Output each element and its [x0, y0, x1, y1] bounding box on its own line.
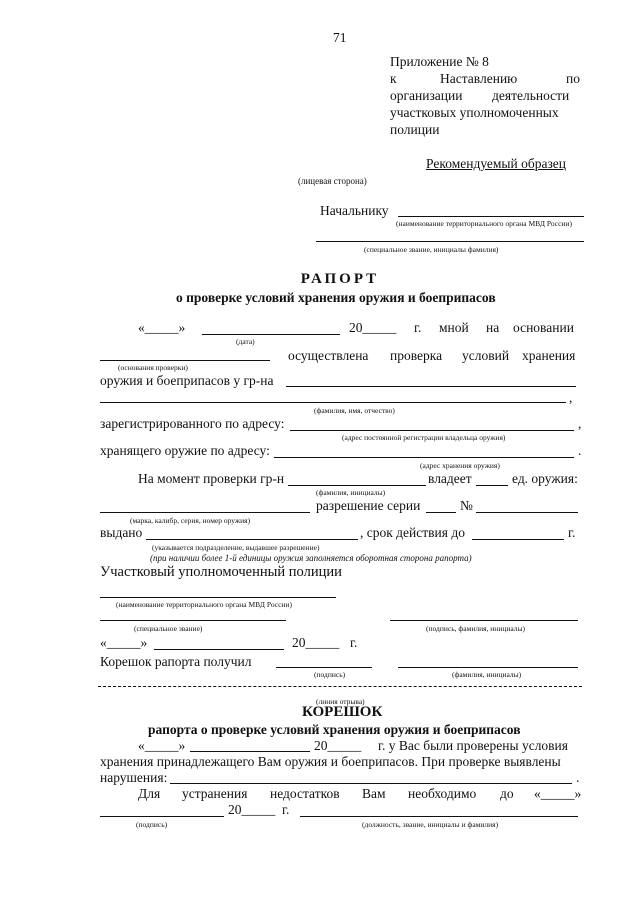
page-number: 71 — [333, 30, 347, 45]
appendix-k: к — [390, 71, 397, 86]
officer-rank-hint: (специальное звание) — [134, 624, 203, 633]
extra-note: (при наличии более 1-й единицы оружия заполняется оборотная сторона рапорта) — [150, 553, 472, 563]
tear-line-label: (линия отрыва) — [316, 697, 365, 706]
appendix-officers: участковых уполномоченных — [390, 105, 559, 120]
stub-subtitle: рапорта о проверке условий хранения оружия и боеприпасов — [148, 722, 521, 737]
at-moment-label: На момент проверки гр-н — [138, 471, 285, 486]
officer-date-line — [154, 649, 284, 650]
issuer-hint: (указывается подразделение, выдавшее разрешение) — [152, 543, 320, 552]
permit-no: № — [460, 498, 473, 513]
dot-1: . — [578, 443, 582, 458]
basis-line — [100, 360, 270, 361]
appendix-word2: по — [566, 71, 580, 86]
units-label: ед. оружия: — [512, 471, 578, 486]
report-subtitle: о проверке условий хранения оружия и боеприпасов — [176, 290, 496, 305]
issued-label: выдано — [100, 525, 143, 540]
report-title: РАПОРТ — [300, 271, 380, 287]
stub-fix-6: до — [500, 786, 514, 801]
date-city: г. — [414, 320, 422, 335]
validity-g: г. — [568, 525, 576, 540]
issued-line — [146, 539, 358, 540]
stub-fix-year: 20_____ — [228, 802, 276, 817]
w-mnoy: мной — [439, 320, 469, 335]
mark-hint: (марка, калибр, серия, номер оружия) — [130, 516, 251, 525]
w-osush: осуществлена — [288, 348, 369, 363]
stub-pos-hint: (должность, звание, инициалы и фамилия) — [362, 820, 499, 829]
officer-rank-line — [100, 620, 286, 621]
permit-series-line — [426, 512, 456, 513]
fio-hint: (фамилия, имя, отчество) — [314, 406, 395, 415]
validity-label: , срок действия до — [360, 525, 465, 540]
comma-1: , — [569, 390, 573, 405]
tear-line — [98, 686, 582, 687]
appendix-word1: Наставлению — [440, 71, 518, 86]
comma-2: , — [578, 416, 582, 431]
chief-hint: (наименование территориального органа МВД России) — [396, 219, 572, 228]
chief-label: Начальнику — [320, 203, 389, 218]
basis-hint: (основания проверки) — [118, 363, 188, 372]
stub-fix-2: устранения — [182, 786, 248, 801]
stub-received-sign-line — [276, 667, 372, 668]
w-usloviy: условий — [462, 348, 510, 363]
officer-org-hint: (наименование территориального органа МВД России) — [116, 600, 292, 609]
stub-received-fio-hint: (фамилия, инициалы) — [452, 670, 522, 679]
date-year: 20_____ — [349, 320, 397, 335]
stub-violations-line — [170, 783, 572, 784]
appendix-title: Приложение № 8 — [390, 54, 489, 69]
stub-violations-label: нарушения: — [100, 770, 168, 785]
stub-fix-date: «_____» — [534, 786, 582, 801]
stub-fix-5: необходимо — [408, 786, 477, 801]
registered-line — [290, 430, 574, 431]
registered-label: зарегистрированного по адресу: — [100, 416, 285, 431]
date-day: «_____» — [138, 320, 186, 335]
citizen-line — [286, 386, 576, 387]
at-moment-line — [288, 485, 426, 486]
appendix-org: организации — [390, 88, 463, 103]
stub-date-line — [190, 751, 310, 752]
w-na: на — [486, 320, 500, 335]
chief-line — [398, 216, 584, 217]
permit-label: разрешение серии — [316, 498, 421, 513]
citizen-line-2 — [100, 402, 566, 403]
stub-line1-tail: г. у Вас были проверены условия — [378, 738, 568, 753]
weapon-line — [100, 512, 310, 513]
stub-fix-3: недостатков — [270, 786, 340, 801]
storing-label: хранящего оружие по адресу: — [100, 443, 270, 458]
stub-sign-line — [300, 816, 578, 817]
date-month-line — [202, 334, 340, 335]
stub-date-day: «_____» — [138, 738, 186, 753]
officer-date-g: г. — [350, 635, 358, 650]
w-osnov: основании — [513, 320, 574, 335]
weapons-at-label: оружия и боеприпасов у гр-на — [100, 373, 274, 388]
officer-sign-hint: (подпись, фамилия, инициалы) — [426, 624, 526, 633]
reg-hint: (адрес постоянной регистрации владельца оружия) — [342, 433, 506, 442]
permit-number-line — [476, 512, 578, 513]
owns-label: владеет — [428, 471, 472, 486]
date-hint: (дата) — [236, 337, 255, 346]
stub-fix-4: Вам — [362, 786, 386, 801]
stub-fix-line — [100, 816, 224, 817]
stub-date-year: 20_____ — [314, 738, 362, 753]
appendix-activity: деятельности — [492, 88, 570, 103]
stub-violations-end: . — [576, 770, 580, 785]
stub-title: КОРЕШОК — [302, 704, 383, 720]
officer-sign-line — [390, 620, 578, 621]
store-hint: (адрес хранения оружия) — [420, 461, 500, 470]
stub-received-label: Корешок рапорта получил — [100, 654, 252, 669]
officer-org-line — [100, 597, 336, 598]
stub-fix-g: г. — [282, 802, 290, 817]
appendix-police: полиции — [390, 122, 440, 137]
w-hranenia: хранения — [522, 348, 576, 363]
stub-sign-hint: (подпись) — [136, 820, 168, 829]
w-proverka: проверка — [390, 348, 443, 363]
stub-received-sign-hint: (подпись) — [314, 670, 346, 679]
officer-title: Участковый уполномоченный полиции — [100, 564, 342, 580]
stub-fix-1: Для — [138, 786, 161, 801]
fio-init-hint: (фамилия, инициалы) — [316, 488, 386, 497]
validity-line — [472, 539, 564, 540]
officer-date-year: 20_____ — [292, 635, 340, 650]
rank-line — [316, 241, 584, 242]
storing-line — [274, 457, 574, 458]
stub-line2: хранения принадлежащего Вам оружия и боеприпасов. При проверке выявлены — [100, 754, 561, 769]
officer-date-day: «_____» — [100, 635, 148, 650]
sample-label: Рекомендуемый образец — [426, 156, 567, 171]
front-side-label: (лицевая сторона) — [298, 176, 367, 186]
stub-received-fio-line — [398, 667, 578, 668]
rank-hint: (специальное звание, инициалы фамилия) — [364, 245, 499, 254]
units-count-line — [476, 485, 508, 486]
